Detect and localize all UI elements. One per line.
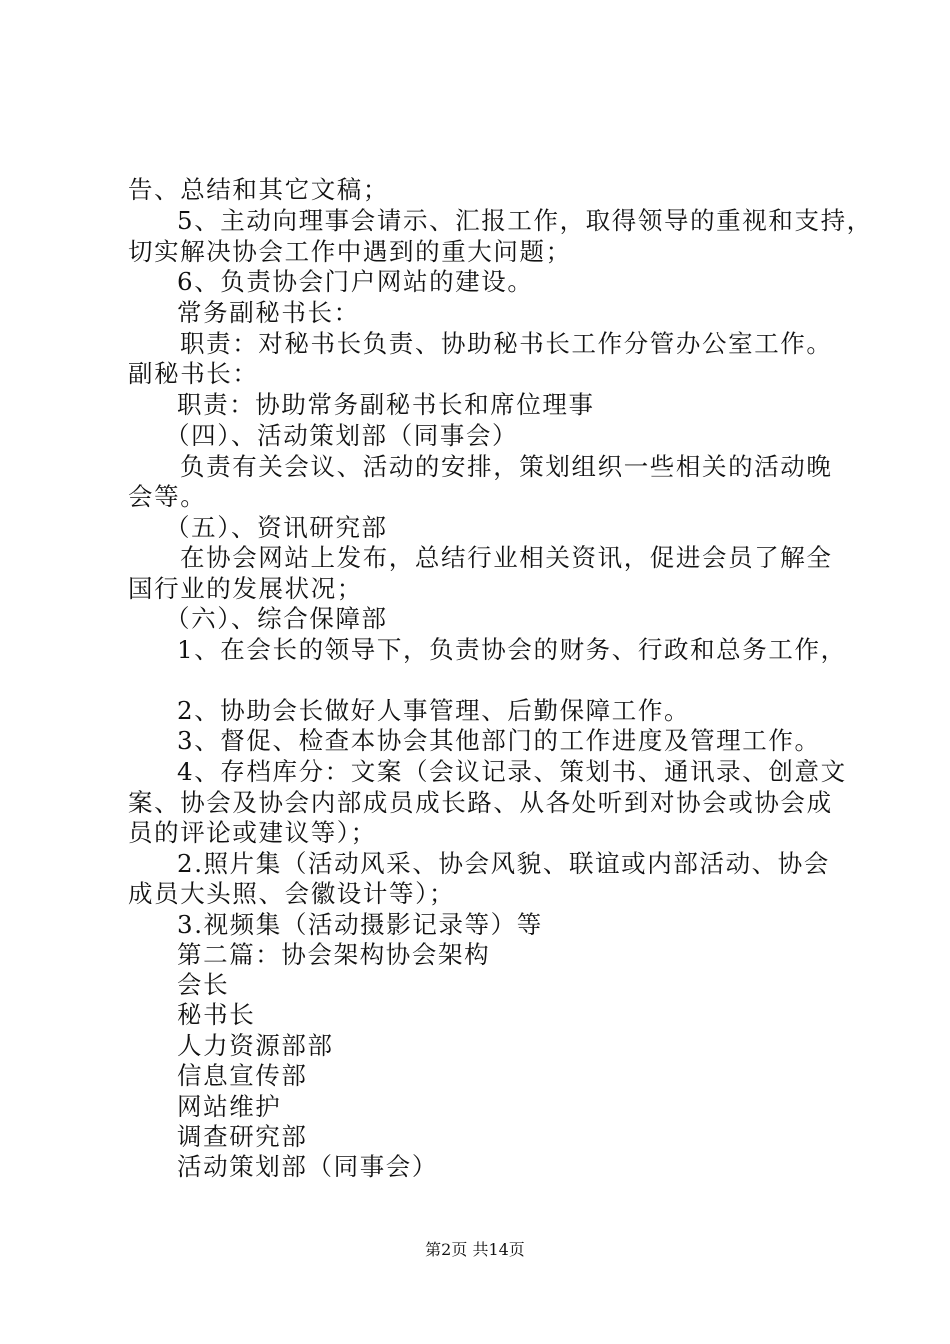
org-item: 信息宣传部 [177, 1061, 308, 1090]
text-line: 5、主动向理事会请示、汇报工作，取得领导的重视和支持， [177, 206, 873, 235]
text-line: 2.照片集（活动风采、协会风貌、联谊或内部活动、协会 [177, 849, 830, 878]
text-line: 副秘书长： [128, 359, 259, 388]
text-line: 3.视频集（活动摄影记录等）等 [177, 910, 543, 939]
chapter-title: 第二篇：协会架构协会架构 [177, 940, 491, 969]
text-line: 在协会网站上发布，总结行业相关资讯，促进会员了解全 [180, 543, 833, 572]
text-line: 职责：协助常务副秘书长和席位理事 [177, 390, 595, 419]
page-footer: 第2页 共14页 [425, 1240, 525, 1259]
text-line: 负责有关会议、活动的安排，策划组织一些相关的活动晚 [180, 452, 833, 481]
text-line: 6、负责协会门户网站的建设。 [177, 267, 534, 296]
text-line: 告、总结和其它文稿； [128, 175, 389, 204]
text-line: 员的评论或建议等）； [128, 818, 377, 847]
org-item: 网站维护 [177, 1092, 282, 1121]
text-line: 常务副秘书长： [177, 298, 360, 327]
text-line: 1、在会长的领导下，负责协会的财务、行政和总务工作， [177, 635, 847, 664]
org-item: 会长 [177, 970, 230, 999]
org-item: 秘书长 [177, 1000, 256, 1029]
text-line: 成员大头照、会徽设计等）； [128, 879, 456, 908]
org-item: 调查研究部 [177, 1122, 308, 1151]
text-line: 会等。 [128, 482, 207, 511]
text-line: 职责：对秘书长负责、协助秘书长工作分管办公室工作。 [180, 329, 833, 358]
text-line: 2、协助会长做好人事管理、后勤保障工作。 [177, 696, 691, 725]
section-heading: （五）、资讯研究部 [165, 513, 388, 542]
org-item: 人力资源部部 [177, 1031, 334, 1060]
text-line: 3、督促、检查本协会其他部门的工作进度及管理工作。 [177, 726, 821, 755]
section-heading: （六）、综合保障部 [165, 604, 388, 633]
text-line: 国行业的发展状况； [128, 574, 363, 603]
org-item: 活动策划部（同事会） [177, 1152, 438, 1181]
text-line: 案、协会及协会内部成员成长路、从各处听到对协会或协会成 [128, 788, 833, 817]
text-line: 切实解决协会工作中遇到的重大问题； [128, 237, 572, 266]
section-heading: （四）、活动策划部（同事会） [165, 421, 519, 450]
text-line: 4、存档库分：文案（会议记录、策划书、通讯录、创意文 [177, 757, 847, 786]
